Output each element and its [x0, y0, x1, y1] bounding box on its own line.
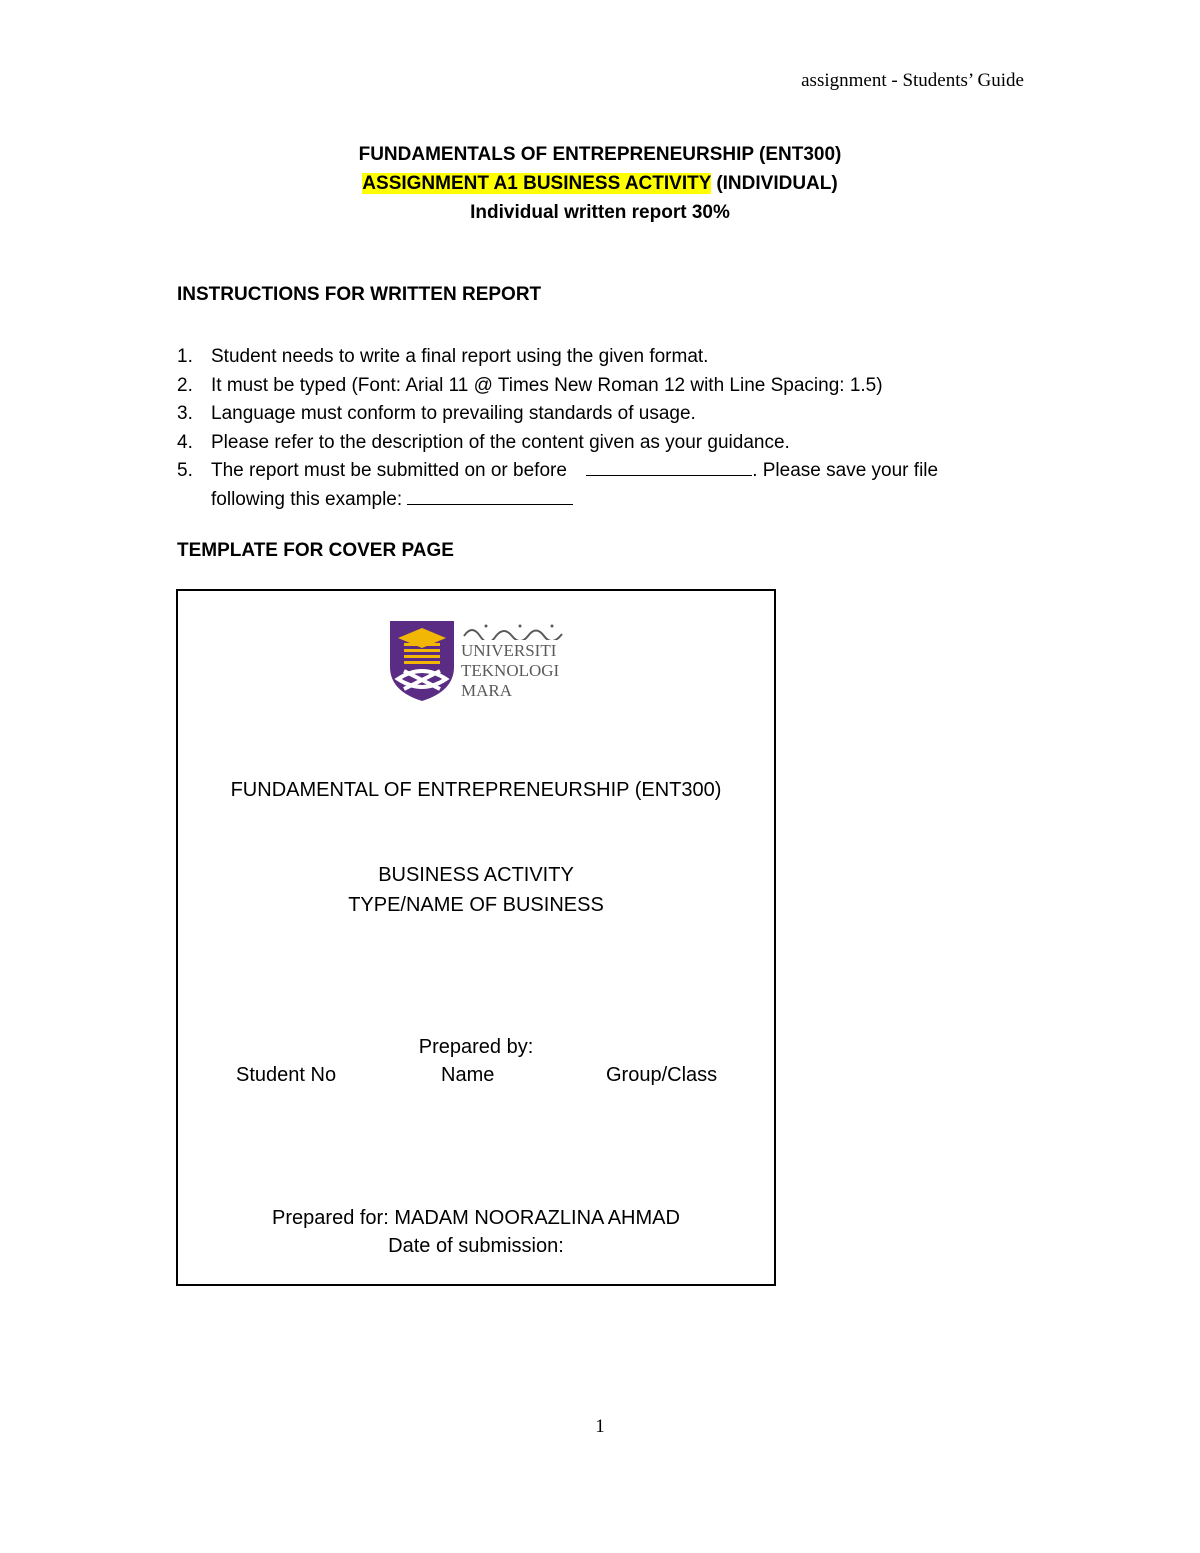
instructions-heading: INSTRUCTIONS FOR WRITTEN REPORT — [177, 284, 542, 305]
list-text: It must be typed (Font: Arial 11 @ Times New Roman 12 with Line Spacing: 1.5) — [211, 374, 883, 396]
cover-page-template — [176, 589, 776, 1286]
running-header: assignment - Students’ Guide — [801, 70, 1024, 91]
list-text: Student needs to write a final report using the given format. — [211, 346, 709, 367]
list-item — [177, 372, 1037, 401]
list-item — [177, 457, 1037, 514]
prepared-for-label: Prepared for: MADAM NOORAZLINA AHMAD — [272, 1207, 680, 1229]
logo-line-1: UNIVERSITI — [461, 641, 557, 660]
page-number: 1 — [595, 1416, 605, 1437]
group-class-label: Group/Class — [606, 1064, 718, 1086]
logo-line-2: TEKNOLOGI — [461, 661, 560, 680]
title-block — [0, 140, 1200, 227]
list-number: 5. — [177, 460, 193, 481]
list-item — [177, 400, 1037, 429]
cover-business-name: TYPE/NAME OF BUSINESS — [348, 894, 604, 916]
prepared-by-label: Prepared by: — [418, 1036, 534, 1058]
list-text: Language must conform to prevailing standards of usage. — [211, 403, 696, 424]
student-no-label: Student No — [236, 1064, 337, 1086]
cover-template-heading: TEMPLATE FOR COVER PAGE — [177, 540, 454, 561]
report-weight: Individual written report 30% — [470, 202, 730, 223]
cover-activity: BUSINESS ACTIVITY — [378, 864, 574, 886]
date-of-submission-label: Date of submission: — [388, 1235, 564, 1257]
instructions-list — [177, 343, 1037, 514]
list-number: 2. — [177, 374, 193, 396]
save-file-text: . Please save your file — [752, 460, 939, 481]
assignment-title — [0, 169, 1200, 198]
logo-wordmark — [461, 641, 559, 701]
jawi-script-icon — [462, 622, 566, 640]
submission-text: The report must be submitted on or before — [211, 460, 567, 481]
assignment-title-rest: (INDIVIDUAL) — [711, 173, 838, 194]
name-label: Name — [441, 1064, 495, 1086]
logo-line-3: MARA — [461, 681, 513, 700]
list-number: 4. — [177, 431, 193, 453]
list-number: 3. — [177, 403, 193, 424]
list-text — [211, 457, 1037, 514]
submission-date-blank — [586, 459, 752, 476]
list-text: Please refer to the description of the content given as your guidance. — [211, 431, 790, 453]
filename-example-blank — [407, 488, 573, 505]
list-number: 1. — [177, 346, 193, 367]
list-item — [177, 429, 1037, 458]
assignment-title-highlight: ASSIGNMENT A1 BUSINESS ACTIVITY — [362, 173, 712, 194]
course-title: FUNDAMENTALS OF ENTREPRENEURSHIP (ENT300) — [358, 144, 842, 165]
example-text: following this example: — [211, 488, 403, 510]
list-item — [177, 343, 1037, 372]
cover-course-title: FUNDAMENTAL OF ENTREPRENEURSHIP (ENT300) — [230, 779, 722, 801]
